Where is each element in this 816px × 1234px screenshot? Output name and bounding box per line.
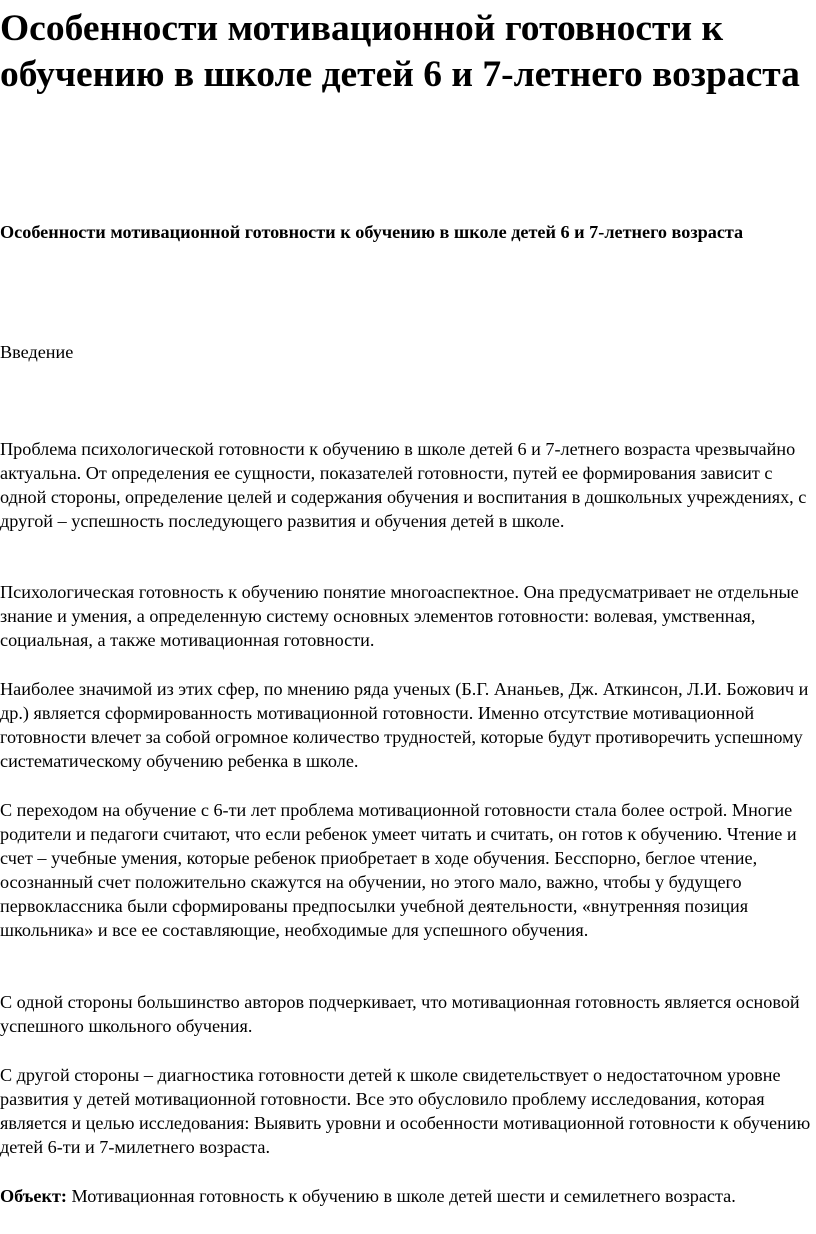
paragraph: С другой стороны – диагностика готовности детей к школе свидетельствует о недостаточном уровне развития у детей мотивационной готовности. Все это обусловило проблему исследования, которая является и целью исследования: Выявить уровни и особенности мотивационной готовности к обучению детей 6-ти и 7-милетнего возраста.: [0, 1065, 811, 1157]
object-paragraph: [0, 1184, 812, 1208]
document-subtitle: Особенности мотивационной готовности к обучению в школе детей 6 и 7-летнего возраста: [0, 222, 744, 242]
object-text: Мотивационная готовность к обучению в школе детей шести и семилетнего возраста.: [66, 1186, 736, 1206]
page-title: Особенности мотивационной готовности к обучению в школе детей 6 и 7-летнего возраста: [0, 8, 800, 95]
paragraph: С одной стороны большинство авторов подчеркивает, что мотивационная готовность является основой успешного школьного обучения.: [0, 992, 800, 1036]
paragraph: Проблема психологической готовности к обучению в школе детей 6 и 7-летнего возраста чрезвычайно актуальна. От определения ее сущности, показателей готовности, путей ее формирования зависит с одной стороны, определение целей и содержания обучения и воспитания в дошкольных учреждениях, с другой – успешность последующего развития и обучения детей в школе.: [0, 439, 807, 531]
section-heading-introduction: Введение: [0, 342, 74, 362]
paragraph: Психологическая готовность к обучению понятие многоаспектное. Она предусматривает не отдельные знание и умения, а определенную систему основных элементов готовности: волевая, умственная, социальная, а также мотивационная готовности.: [0, 582, 799, 650]
paragraph: Наиболее значимой из этих сфер, по мнению ряда ученых (Б.Г. Ананьев, Дж. Аткинсон, Л.И. Божович и др.) является сформированность мотивационной готовности. Именно отсутствие мотивационной готовности влечет за собой огромное количество трудностей, которые будут противоречить успешному систематическому обучению ребенка в школе.: [0, 679, 809, 771]
paragraph: С переходом на обучение с 6-ти лет проблема мотивационной готовности стала более острой. Многие родители и педагоги считают, что если ребенок умеет читать и считать, он готов к обучению. Чтение и счет – учебные умения, которые ребенок приобретает в ходе обучения. Бесспорно, беглое чтение, осознанный счет положительно скажутся на обучении, но этого мало, важно, чтобы у будущего первоклассника были сформированы предпосылки учебной деятельности, «внутренняя позиция школьника» и все ее составляющие, необходимые для успешного обучения.: [0, 800, 797, 940]
object-label: Объект:: [0, 1186, 67, 1206]
